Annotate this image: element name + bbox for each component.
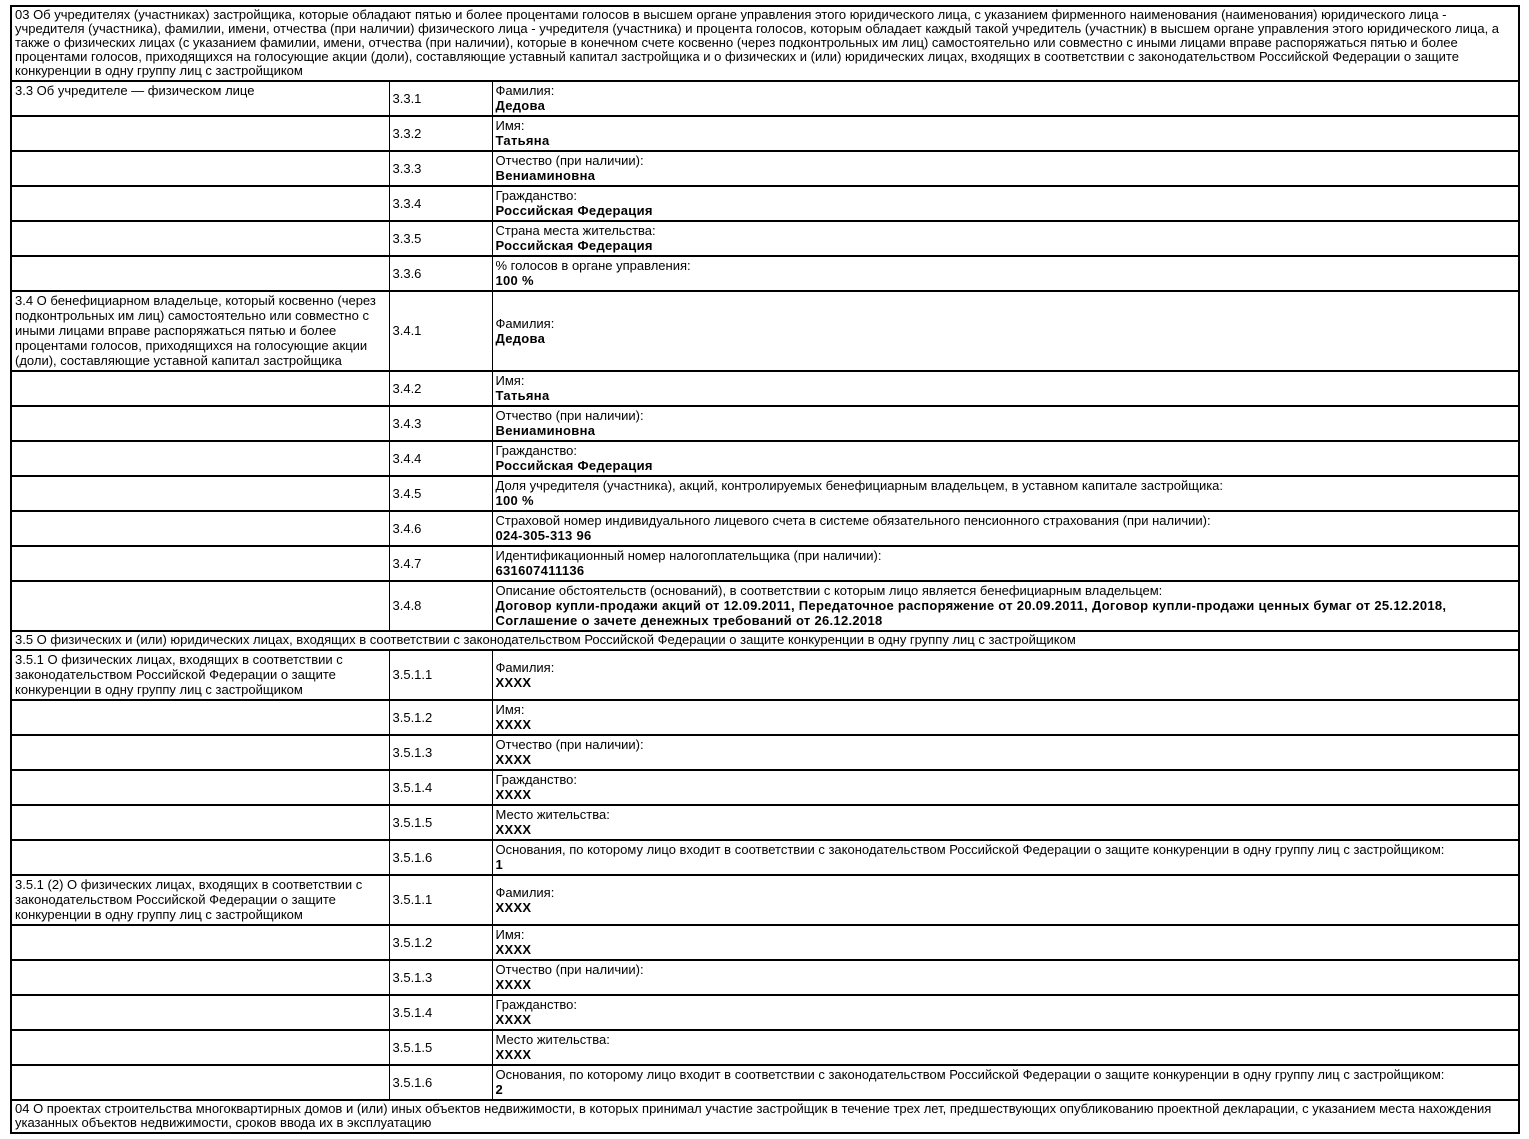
field-value: XXXX xyxy=(495,674,532,690)
field-label: Отчество (при наличии): xyxy=(495,737,644,752)
section-desc-cell xyxy=(11,371,389,406)
field-label: Имя: xyxy=(495,927,525,942)
table-row xyxy=(11,546,1519,581)
field-value: Дедова xyxy=(495,330,546,346)
table-row xyxy=(11,995,1519,1030)
field-label: Гражданство: xyxy=(495,188,578,203)
table-row xyxy=(11,581,1519,631)
field-label: Отчество (при наличии): xyxy=(495,408,644,423)
section-desc-cell xyxy=(11,1065,389,1100)
field-cell xyxy=(492,81,1519,116)
field-value: 100 % xyxy=(495,273,534,288)
item-number-cell: 3.5.1.5 xyxy=(389,1030,492,1065)
field-value: XXXX xyxy=(495,752,532,767)
field-value: 100 % xyxy=(495,493,534,508)
table-row xyxy=(11,151,1519,186)
field-cell xyxy=(492,1030,1519,1065)
table-row xyxy=(11,186,1519,221)
section-desc-cell xyxy=(11,256,389,291)
field-value: 2 xyxy=(495,1082,504,1097)
section-desc-cell xyxy=(11,995,389,1030)
table-row xyxy=(11,735,1519,770)
field-cell xyxy=(492,441,1519,476)
field-label: Фамилия: xyxy=(495,659,555,675)
field-label: Место жительства: xyxy=(495,1032,610,1047)
field-cell xyxy=(492,371,1519,406)
field-label: % голосов в органе управления: xyxy=(495,258,691,273)
table-row xyxy=(11,441,1519,476)
table-row xyxy=(11,291,1519,371)
item-number-cell: 3.4.1 xyxy=(389,291,492,371)
section-desc-cell xyxy=(11,116,389,151)
group-header-text: 3.5 О физических и (или) юридических лицах, входящих в соответствии с законодательством Российской Федерации о защите конкуренции в одну группу лиц с застройщиком xyxy=(11,631,1519,650)
field-cell xyxy=(492,770,1519,805)
table-row xyxy=(11,1030,1519,1065)
table-row xyxy=(11,960,1519,995)
section-desc-cell xyxy=(11,735,389,770)
item-number-cell: 3.3.4 xyxy=(389,186,492,221)
section-desc-cell xyxy=(11,546,389,581)
table-row xyxy=(11,700,1519,735)
field-label: Отчество (при наличии): xyxy=(495,962,644,977)
section-desc-cell xyxy=(11,151,389,186)
item-number-cell: 3.3.2 xyxy=(389,116,492,151)
field-label: Отчество (при наличии): xyxy=(495,153,644,168)
table-row xyxy=(11,875,1519,925)
item-number-cell: 3.4.7 xyxy=(389,546,492,581)
table-row xyxy=(11,221,1519,256)
item-number-cell: 3.5.1.1 xyxy=(389,875,492,925)
field-cell xyxy=(492,925,1519,960)
field-value: Татьяна xyxy=(495,133,550,148)
section-desc-cell xyxy=(11,925,389,960)
section-desc-cell: 3.5.1 (2) О физических лицах, входящих в соответствии с законодательством Российской Федерации о защите конкуренции в одну группу лиц с застройщиком xyxy=(11,875,389,925)
field-cell xyxy=(492,546,1519,581)
field-label: Основания, по которому лицо входит в соответствии с законодательством Российской Федерации о защите конкуренции в одну группу лиц с застройщиком: xyxy=(495,842,1445,857)
field-label: Фамилия: xyxy=(495,83,555,98)
declaration-table xyxy=(10,5,1520,1134)
field-cell xyxy=(492,186,1519,221)
field-value: XXXX xyxy=(495,1012,532,1027)
section-desc-cell: 3.3 Об учредителе — физическом лице xyxy=(11,81,389,116)
field-label: Гражданство: xyxy=(495,997,578,1012)
field-cell xyxy=(492,221,1519,256)
field-cell xyxy=(492,875,1519,925)
section-desc-cell xyxy=(11,221,389,256)
field-value: 024-305-313 96 xyxy=(495,528,592,543)
item-number-cell: 3.5.1.3 xyxy=(389,960,492,995)
item-number-cell: 3.5.1.4 xyxy=(389,770,492,805)
field-value: XXXX xyxy=(495,717,532,732)
field-cell xyxy=(492,960,1519,995)
field-label: Имя: xyxy=(495,373,525,388)
item-number-cell: 3.5.1.2 xyxy=(389,700,492,735)
section-desc-cell xyxy=(11,441,389,476)
field-value: 631607411136 xyxy=(495,563,585,578)
section-desc-cell xyxy=(11,1030,389,1065)
item-number-cell: 3.5.1.4 xyxy=(389,995,492,1030)
field-value: 1 xyxy=(495,857,504,872)
field-cell xyxy=(492,256,1519,291)
section-desc-cell xyxy=(11,770,389,805)
item-number-cell: 3.3.3 xyxy=(389,151,492,186)
field-cell xyxy=(492,291,1519,371)
field-label: Идентификационный номер налогоплательщика (при наличии): xyxy=(495,548,882,563)
section-desc-cell xyxy=(11,840,389,875)
section-desc-cell xyxy=(11,960,389,995)
table-row xyxy=(11,925,1519,960)
item-number-cell: 3.4.2 xyxy=(389,371,492,406)
section-desc-cell xyxy=(11,581,389,631)
field-value: Договор купли-продажи акций от 12.09.2011, Передаточное распоряжение от 20.09.2011, Договор купли-продажи ценных бумаг от 25.12.2018, Соглашение о зачете денежных требований от 26.12.2018 xyxy=(495,598,1447,628)
section-03-header-row xyxy=(11,6,1519,81)
field-label: Гражданство: xyxy=(495,443,578,458)
table-row xyxy=(11,81,1519,116)
field-value: XXXX xyxy=(495,942,532,957)
item-number-cell: 3.5.1.6 xyxy=(389,1065,492,1100)
field-cell xyxy=(492,735,1519,770)
section-desc-cell xyxy=(11,406,389,441)
table-row xyxy=(11,371,1519,406)
field-cell xyxy=(492,1065,1519,1100)
item-number-cell: 3.5.1.2 xyxy=(389,925,492,960)
table-row xyxy=(11,650,1519,700)
item-number-cell: 3.3.1 xyxy=(389,81,492,116)
table-row xyxy=(11,840,1519,875)
table-row xyxy=(11,406,1519,441)
field-label: Место жительства: xyxy=(495,807,610,822)
section-desc-cell xyxy=(11,700,389,735)
field-label: Имя: xyxy=(495,118,525,133)
item-number-cell: 3.5.1.3 xyxy=(389,735,492,770)
field-label: Описание обстоятельств (оснований), в соответствии с которым лицо является бенефициарным владельцем: xyxy=(495,583,1163,598)
group-header-row xyxy=(11,631,1519,650)
field-cell xyxy=(492,151,1519,186)
table-row xyxy=(11,1065,1519,1100)
table-row xyxy=(11,805,1519,840)
table-row xyxy=(11,511,1519,546)
item-number-cell: 3.4.8 xyxy=(389,581,492,631)
field-cell xyxy=(492,511,1519,546)
field-value: XXXX xyxy=(495,822,532,837)
field-cell xyxy=(492,650,1519,700)
item-number-cell: 3.4.3 xyxy=(389,406,492,441)
field-label: Гражданство: xyxy=(495,772,578,787)
field-label: Основания, по которому лицо входит в соответствии с законодательством Российской Федерации о защите конкуренции в одну группу лиц с застройщиком: xyxy=(495,1067,1445,1082)
field-value: Вениаминовна xyxy=(495,423,596,438)
section-04-footer-text: 04 О проектах строительства многоквартирных домов и (или) иных объектов недвижимости, в которых принимал участие застройщик в течение трех лет, предшествующих опубликованию проектной декларации, с указанием места нахождения указанных объектов недвижимости, сроков ввода их в эксплуатацию xyxy=(11,1100,1519,1133)
item-number-cell: 3.4.4 xyxy=(389,441,492,476)
field-label: Страна места жительства: xyxy=(495,223,656,238)
field-cell xyxy=(492,476,1519,511)
section-04-footer-row xyxy=(11,1100,1519,1133)
field-cell xyxy=(492,840,1519,875)
field-label: Фамилия: xyxy=(495,315,555,331)
field-value: Вениаминовна xyxy=(495,168,596,183)
section-desc-cell xyxy=(11,805,389,840)
section-desc-cell xyxy=(11,476,389,511)
field-value: Российская Федерация xyxy=(495,203,653,218)
field-value: Дедова xyxy=(495,98,546,113)
section-desc-cell xyxy=(11,511,389,546)
table-row xyxy=(11,256,1519,291)
item-number-cell: 3.4.5 xyxy=(389,476,492,511)
item-number-cell: 3.3.5 xyxy=(389,221,492,256)
item-number-cell: 3.3.6 xyxy=(389,256,492,291)
field-value: Российская Федерация xyxy=(495,238,653,253)
section-03-header-text: 03 Об учредителях (участниках) застройщика, которые обладают пятью и более процентами голосов в высшем органе управления этого юридического лица, с указанием фирменного наименования (наименования) юридического лица - учредителя (участника), фамилии, имени, отчества (при наличии) физического лица - учредителя (участника) и процента голосов, которым обладает каждый такой учредитель (участник) в высшем органе управления этого юридического лица, а также о физических лицах (с указанием фамилии, имени, отчества (при наличии), которые в конечном счете косвенно (через подконтрольных им лиц) самостоятельно или совместно с иными лицами вправе распоряжаться пятью и более процентами голосов, приходящихся на голосующие акции (доли), составляющие уставный капитал застройщика и о физических и (или) юридических лицах, входящих в соответствии с законодательством Российской Федерации о защите конкуренции в одну группу лиц с застройщиком xyxy=(11,6,1519,81)
item-number-cell: 3.5.1.1 xyxy=(389,650,492,700)
field-cell xyxy=(492,406,1519,441)
field-value: XXXX xyxy=(495,787,532,802)
field-value: Российская Федерация xyxy=(495,458,653,473)
section-desc-cell: 3.5.1 О физических лицах, входящих в соответствии с законодательством Российской Федерации о защите конкуренции в одну группу лиц с застройщиком xyxy=(11,650,389,700)
field-value: XXXX xyxy=(495,977,532,992)
field-value: XXXX xyxy=(495,899,532,915)
declaration-table-body xyxy=(11,6,1519,1133)
section-desc-cell: 3.4 О бенефициарном владельце, который косвенно (через подконтрольных им лиц) самостоятельно или совместно с иными лицами вправе распоряжаться пятью и более процентами голосов, приходящихся на голосующие акции (доли), составляющие уставной капитал застройщика xyxy=(11,291,389,371)
item-number-cell: 3.5.1.6 xyxy=(389,840,492,875)
table-row xyxy=(11,476,1519,511)
table-row xyxy=(11,116,1519,151)
section-desc-cell xyxy=(11,186,389,221)
field-cell xyxy=(492,116,1519,151)
field-label: Страховой номер индивидуального лицевого счета в системе обязательного пенсионного страхования (при наличии): xyxy=(495,513,1211,528)
field-cell xyxy=(492,995,1519,1030)
field-cell xyxy=(492,700,1519,735)
item-number-cell: 3.4.6 xyxy=(389,511,492,546)
field-cell xyxy=(492,805,1519,840)
field-label: Доля учредителя (участника), акций, контролируемых бенефициарным владельцем, в уставном капитале застройщика: xyxy=(495,478,1224,493)
field-label: Фамилия: xyxy=(495,884,555,900)
item-number-cell: 3.5.1.5 xyxy=(389,805,492,840)
table-row xyxy=(11,770,1519,805)
field-cell xyxy=(492,581,1519,631)
field-value: XXXX xyxy=(495,1047,532,1062)
field-value: Татьяна xyxy=(495,388,550,403)
field-label: Имя: xyxy=(495,702,525,717)
